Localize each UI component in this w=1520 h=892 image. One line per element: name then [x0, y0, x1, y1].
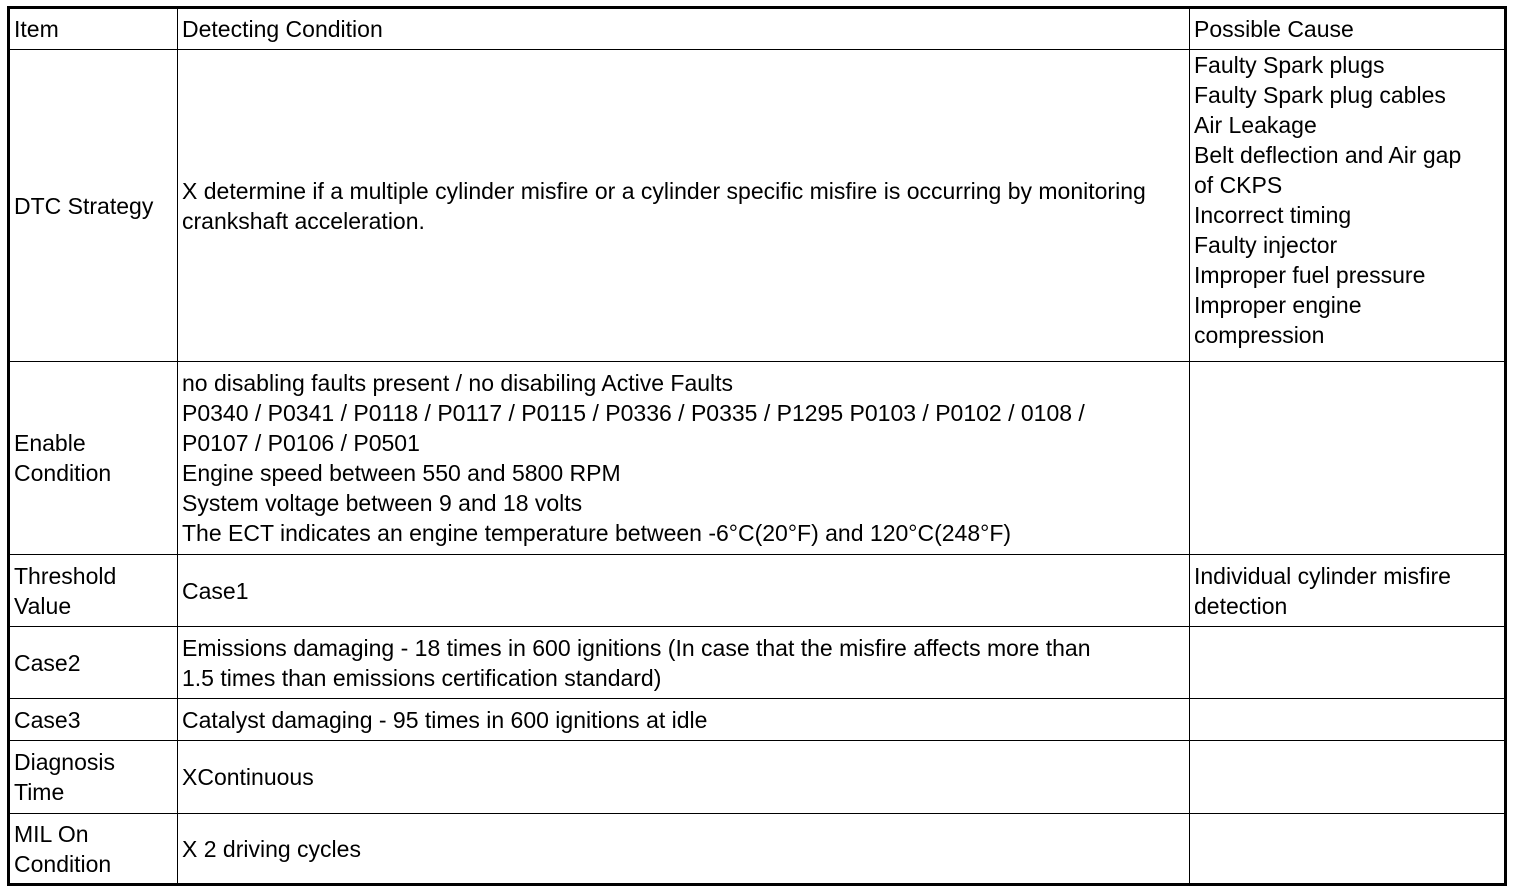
case2-condition: Emissions damaging - 18 times in 600 ignitions (In case that the misfire affects more than 1.5 times than emissions certification standard) [178, 627, 1190, 699]
condition-line: The ECT indicates an engine temperature between -6°C(20°F) and 120°C(248°F) [182, 520, 1012, 546]
cause-line: Faulty injector [1194, 232, 1338, 258]
threshold-value-condition: Case1 [178, 555, 1190, 627]
mil-on-condition-condition: X 2 driving cycles [178, 814, 1190, 885]
cause-line: Faulty Spark plug cables [1194, 82, 1446, 108]
cause-line: compression [1194, 322, 1325, 348]
table-row-enable-condition [9, 362, 1506, 555]
table-header-row [9, 8, 1506, 50]
cause-line: Faulty Spark plugs [1194, 52, 1385, 78]
cause-line: Improper fuel pressure [1194, 262, 1426, 288]
enable-condition-item: Enable Condition [9, 362, 178, 555]
diagnosis-time-condition: XContinuous [178, 741, 1190, 814]
table-row-mil-on-condition [9, 814, 1506, 885]
threshold-value-cause: Individual cylinder misfire detection [1190, 555, 1506, 627]
case3-item: Case3 [9, 699, 178, 741]
enable-condition-cause [1190, 362, 1506, 555]
dtc-strategy-condition: X determine if a multiple cylinder misfire or a cylinder specific misfire is occurring by monitoring crankshaft acceleration. [178, 50, 1190, 362]
mil-on-condition-item: MIL On Condition [9, 814, 178, 885]
header-detecting-condition: Detecting Condition [178, 8, 1190, 50]
condition-line: Engine speed between 550 and 5800 RPM [182, 460, 621, 486]
header-item: Item [9, 8, 178, 50]
enable-condition-condition [178, 362, 1190, 555]
case3-condition: Catalyst damaging - 95 times in 600 ignitions at idle [178, 699, 1190, 741]
case2-item: Case2 [9, 627, 178, 699]
condition-line: P0340 / P0341 / P0118 / P0117 / P0115 / P0336 / P0335 / P1295 P0103 / P0102 / 0108 / [182, 400, 1085, 426]
condition-line: P0107 / P0106 / P0501 [182, 430, 420, 456]
table-row-diagnosis-time [9, 741, 1506, 814]
table-row-case2 [9, 627, 1506, 699]
cause-line: Belt deflection and Air gap [1194, 142, 1462, 168]
dtc-strategy-item: DTC Strategy [9, 50, 178, 362]
cause-line: Improper engine [1194, 292, 1362, 318]
dtc-strategy-causes [1190, 50, 1506, 362]
header-possible-cause: Possible Cause [1190, 8, 1506, 50]
condition-line: no disabling faults present / no disabiling Active Faults [182, 370, 734, 396]
table-row-threshold-value [9, 555, 1506, 627]
cause-line: Incorrect timing [1194, 202, 1352, 228]
condition-line: System voltage between 9 and 18 volts [182, 490, 583, 516]
mil-on-condition-cause [1190, 814, 1506, 885]
diagnostic-table [7, 6, 1507, 886]
table-row-dtc-strategy [9, 50, 1506, 362]
case2-cause [1190, 627, 1506, 699]
case3-cause [1190, 699, 1506, 741]
diagnosis-time-cause [1190, 741, 1506, 814]
table-row-case3 [9, 699, 1506, 741]
diagnosis-time-item: Diagnosis Time [9, 741, 178, 814]
cause-line: of CKPS [1194, 172, 1283, 198]
cause-line: Air Leakage [1194, 112, 1317, 138]
threshold-value-item: Threshold Value [9, 555, 178, 627]
